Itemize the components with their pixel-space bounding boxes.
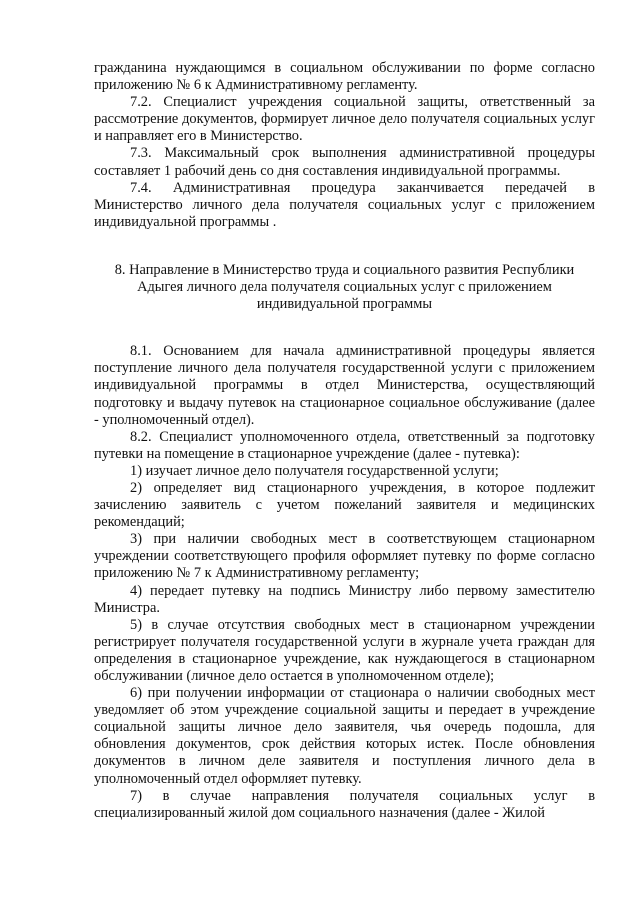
list-item-4: 4) передает путевку на подпись Министру либо первому заместителю Министра. — [94, 582, 595, 616]
paragraph-7-3: 7.3. Максимальный срок выполнения административной процедуры составляет 1 рабочий день со дня составления индивидуальной программы. — [94, 145, 595, 179]
heading-line-2: Адыгея личного дела получателя социальных услуг с приложением — [137, 279, 552, 296]
heading-line-1: 8. Направление в Министерство труда и социального развития Республики — [114, 261, 575, 278]
paragraph-continuation: гражданина нуждающимся в социальном обслуживании по форме согласно приложению № 6 к Административному регламенту. — [94, 60, 595, 94]
list-item-5: 5) в случае отсутствия свободных мест в стационарном учреждении регистрирует получателя государственной услуги в журнале учета граждан для определения в стационарное учреждение, как нуждающегося в стационарном обслуживании (личное дело остается в уполномоченном отделе); — [94, 616, 595, 684]
paragraph-7-2: 7.2. Специалист учреждения социальной защиты, ответственный за рассмотрение документов, формирует личное дело получателя социальных услуг и направляет его в Министерство. — [94, 94, 595, 145]
paragraph-8-1: 8.1. Основанием для начала административной процедуры является поступление личного дела получателя государственной услуги с приложением индивидуальной программы в отдел Министерства, осуществляющий подготовку и выдачу путевок на стационарное социальное обслуживание (далее - уполномоченный отдел). — [94, 343, 595, 428]
section-8-heading — [94, 262, 595, 313]
list-item-6: 6) при получении информации от стационара о наличии свободных мест уведомляет об этом учреждение социальной защиты и передает в учреждение социальной защиты личное дело заявителя, чья очередь подошла, для обновления документов, срок действия которых истек. После обновления документов в личном деле заявителя и поступления личного дела в уполномоченный отдел оформляет путевку. — [94, 685, 595, 787]
list-item-3: 3) при наличии свободных мест в соответствующем стационарном учреждении соответствующего профиля оформляет путевку по форме согласно приложению № 7 к Административному регламенту; — [94, 531, 595, 582]
list-item-2: 2) определяет вид стационарного учреждения, в которое подлежит зачислению заявитель с учетом пожеланий заявителя и медицинских рекомендаций; — [94, 479, 595, 531]
paragraph-7-4: 7.4. Административная процедура заканчивается передачей в Министерство личного дела получателя социальных услуг с приложением индивидуальной программы . — [94, 179, 595, 230]
list-item-1: 1) изучает личное дело получателя государственной услуги; — [130, 462, 499, 479]
list-item-7: 7) в случае направления получателя социальных услуг в специализированный жилой дом социального назначения (далее - Жилой — [94, 787, 595, 821]
heading-line-3: индивидуальной программы — [256, 296, 433, 313]
paragraph-8-2: 8.2. Специалист уполномоченного отдела, ответственный за подготовку путевки на помещение в стационарное учреждение (далее - путевка): — [94, 428, 595, 462]
